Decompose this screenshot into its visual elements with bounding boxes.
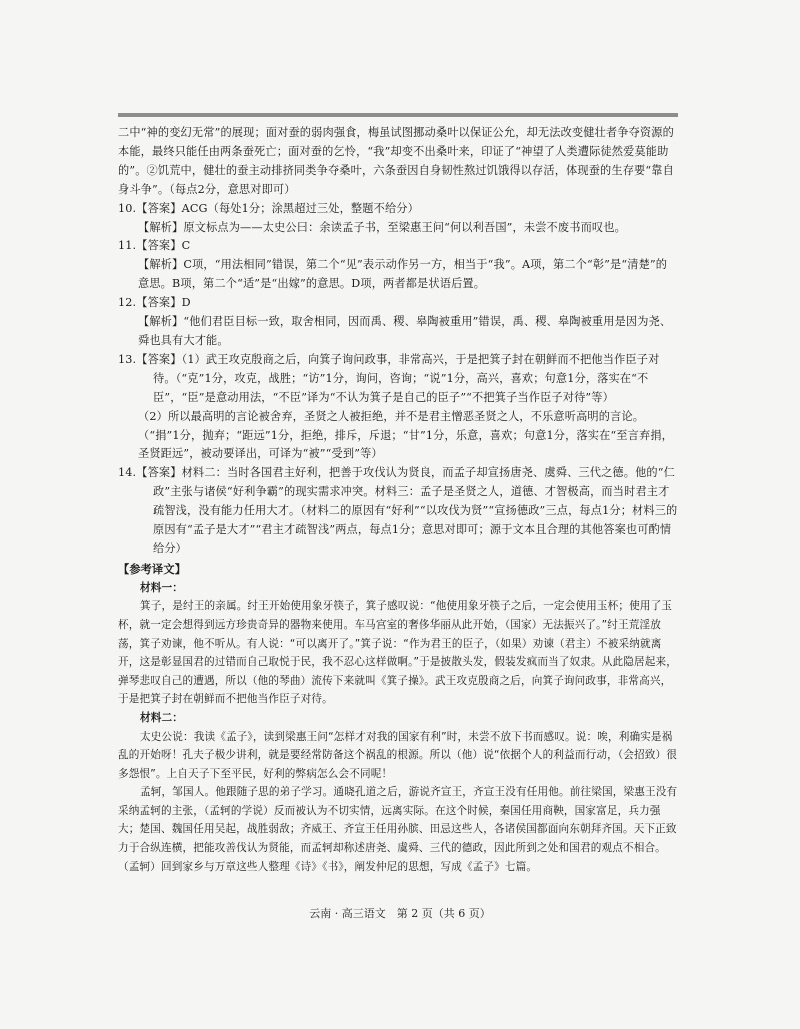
material-2-text-1: 太史公说：我读《孟子》，读到梁惠王问“怎样才对我的国家有利”时，未尝不放下书而感叹。说：唉，利确实是祸乱的开始呀！孔夫子极少讲利，就是要经常防备这个祸乱的根源。所以（他）说“依据个人的利益而行动，（会招致）很多怨恨”。上自天子下至平民，好利的弊病怎么会不同呢！ bbox=[118, 730, 678, 780]
answer-12: 12.【答案】D bbox=[118, 296, 191, 310]
material-1-text: 箕子，是纣王的亲属。纣王开始使用象牙筷子，箕子感叹说：“他使用象牙筷子之后，一定会使用玉杯；使用了玉杯，就一定会想得到远方珍贵奇异的器物来使用。车马宫室的奢侈华丽从此开始，（国家）无法振兴了。”纣王荒淫放荡，箕子劝谏，他不听从。有人说：“可以离开了。”箕子说：“作为君王的臣子，（如果）劝谏（君主）不被采纳就离开，这是彰显国君的过错而自己取悦于民，我不忍心这样做啊。”于是披散头发，假装发疯而当了奴隶。从此隐居起来，弹琴悲叹自己的遭遇，所以（他的琴曲）流传下来就叫《箕子操》。武王攻克殷商之后，向箕子询问政事，非常高兴，于是把箕子封在朝鲜而不把他当作臣子对待。 bbox=[118, 600, 678, 706]
header-rule bbox=[118, 113, 678, 117]
answer-13-part1: 13.【答案】（1）武王攻克殷商之后，向箕子询问政事，非常高兴，于是把箕子封在朝鲜而不把他当作臣子对待。（“克”1分，攻克，战胜；“访”1分，询问，咨询；“说”1分，高兴，喜欢；句意1分，落实在“不臣”，“臣”是意动用法，“不臣”译为“不认为箕子是自己的臣子”“不把箕子当作臣子对待”等） bbox=[118, 352, 660, 404]
answer-11: 11.【答案】C bbox=[118, 239, 191, 253]
answer-content bbox=[118, 124, 678, 876]
material-1-heading: 材料一： bbox=[140, 581, 183, 594]
reference-translation-heading: 【参考译文】 bbox=[118, 561, 187, 576]
answer-13-part2: （2）所以最高明的言论被舍弃，圣贤之人被拒绝，并不是君主憎恶圣贤之人，不乐意听高明的言论。（“捐”1分，抛弃；“距远”1分，拒绝，排斥，斥退；“甘”1分，乐意，喜欢；句意1分，落实在“至言弃捐，圣贤距远”，被动要译出，可译为“被”“受到”等） bbox=[138, 409, 673, 461]
analysis-11: 【解析】C项，“用法相同”错误，第二个“见”表示动作另一方，相当于“我”。A项，第二个“彰”是“清楚”的意思。B项，第二个“适”是“出嫁”的意思。D项，两者都是状语后置。 bbox=[138, 258, 668, 291]
page-footer: 云南 · 高三语文 第 2 页（共 6 页） bbox=[309, 907, 491, 920]
material-2-heading: 材料二： bbox=[140, 711, 183, 724]
answer-14: 14.【答案】材料二：当时各国君主好利，把善于攻伐认为贤良，而孟子却宣扬唐尧、虞舜、三代之德。他的“仁政”主张与诸侯“好利争霸”的现实需求冲突。材料三：孟子是圣贤之人，道德、才智极高，而当时君主才疏智浅，没有能力任用大才。（材料二的原因有“好利”“以攻伐为贤”“宣扬德政”三点，每点1分；材料三的原因有“孟子是大才”“君主才疏智浅”两点，每点1分；意思对即可；源于文本且合理的其他答案也可酌情给分） bbox=[118, 466, 678, 555]
analysis-12: 【解析】“他们君臣目标一致，取舍相同，因而禹、稷、皋陶被重用”错误，禹、稷、皋陶被重用是因为尧、舜也具有大才能。 bbox=[138, 315, 672, 347]
answer-9-continuation: 二中“神的变幻无常”的展现；面对蚕的弱肉强食，梅虽试图挪动桑叶以保证公允，却无法改变健壮者争夺资源的本能，最终只能任由两条蚕死亡；面对蚕的乞怜，“我”却变不出桑叶来，印证了“神望了人类遭际徒然爱莫能助的”。②饥荒中，健壮的蚕主动排挤同类争夺桑叶，六条蚕因自身韧性熬过饥饿得以存活，体现蚕的生存要“靠自身斗争”。（每点2分，意思对即可） bbox=[118, 126, 674, 196]
analysis-10: 【解析】原文标点为——太史公曰：余读孟子书，至梁惠王问“何以利吾国”，未尝不废书而叹也。 bbox=[138, 220, 626, 234]
material-2-text-2: 孟轲，邹国人。他跟随子思的弟子学习。通晓孔道之后，游说齐宣王，齐宣王没有任用他。前往梁国，梁惠王没有采纳孟轲的主张，（孟轲的学说）反而被认为不切实情，远离实际。在这个时候，秦国任用商鞅，国家富足，兵力强大；楚国、魏国任用吴起，战胜弱敌；齐威王、齐宣王任用孙膑、田忌这些人，各诸侯国都面向东朝拜齐国。天下正致力于合纵连横，把能攻善伐认为贤能，而孟轲却称述唐尧、虞舜、三代的德政，因此所到之处和国君的观点不相合。（孟轲）回到家乡与万章这些人整理《诗》《书》，阐发仲尼的思想，写成《孟子》七篇。 bbox=[118, 786, 678, 873]
answer-10: 10.【答案】ACG（每处1分；涂黑超过三处，整题不给分） bbox=[118, 201, 419, 215]
translation-block bbox=[118, 579, 678, 877]
